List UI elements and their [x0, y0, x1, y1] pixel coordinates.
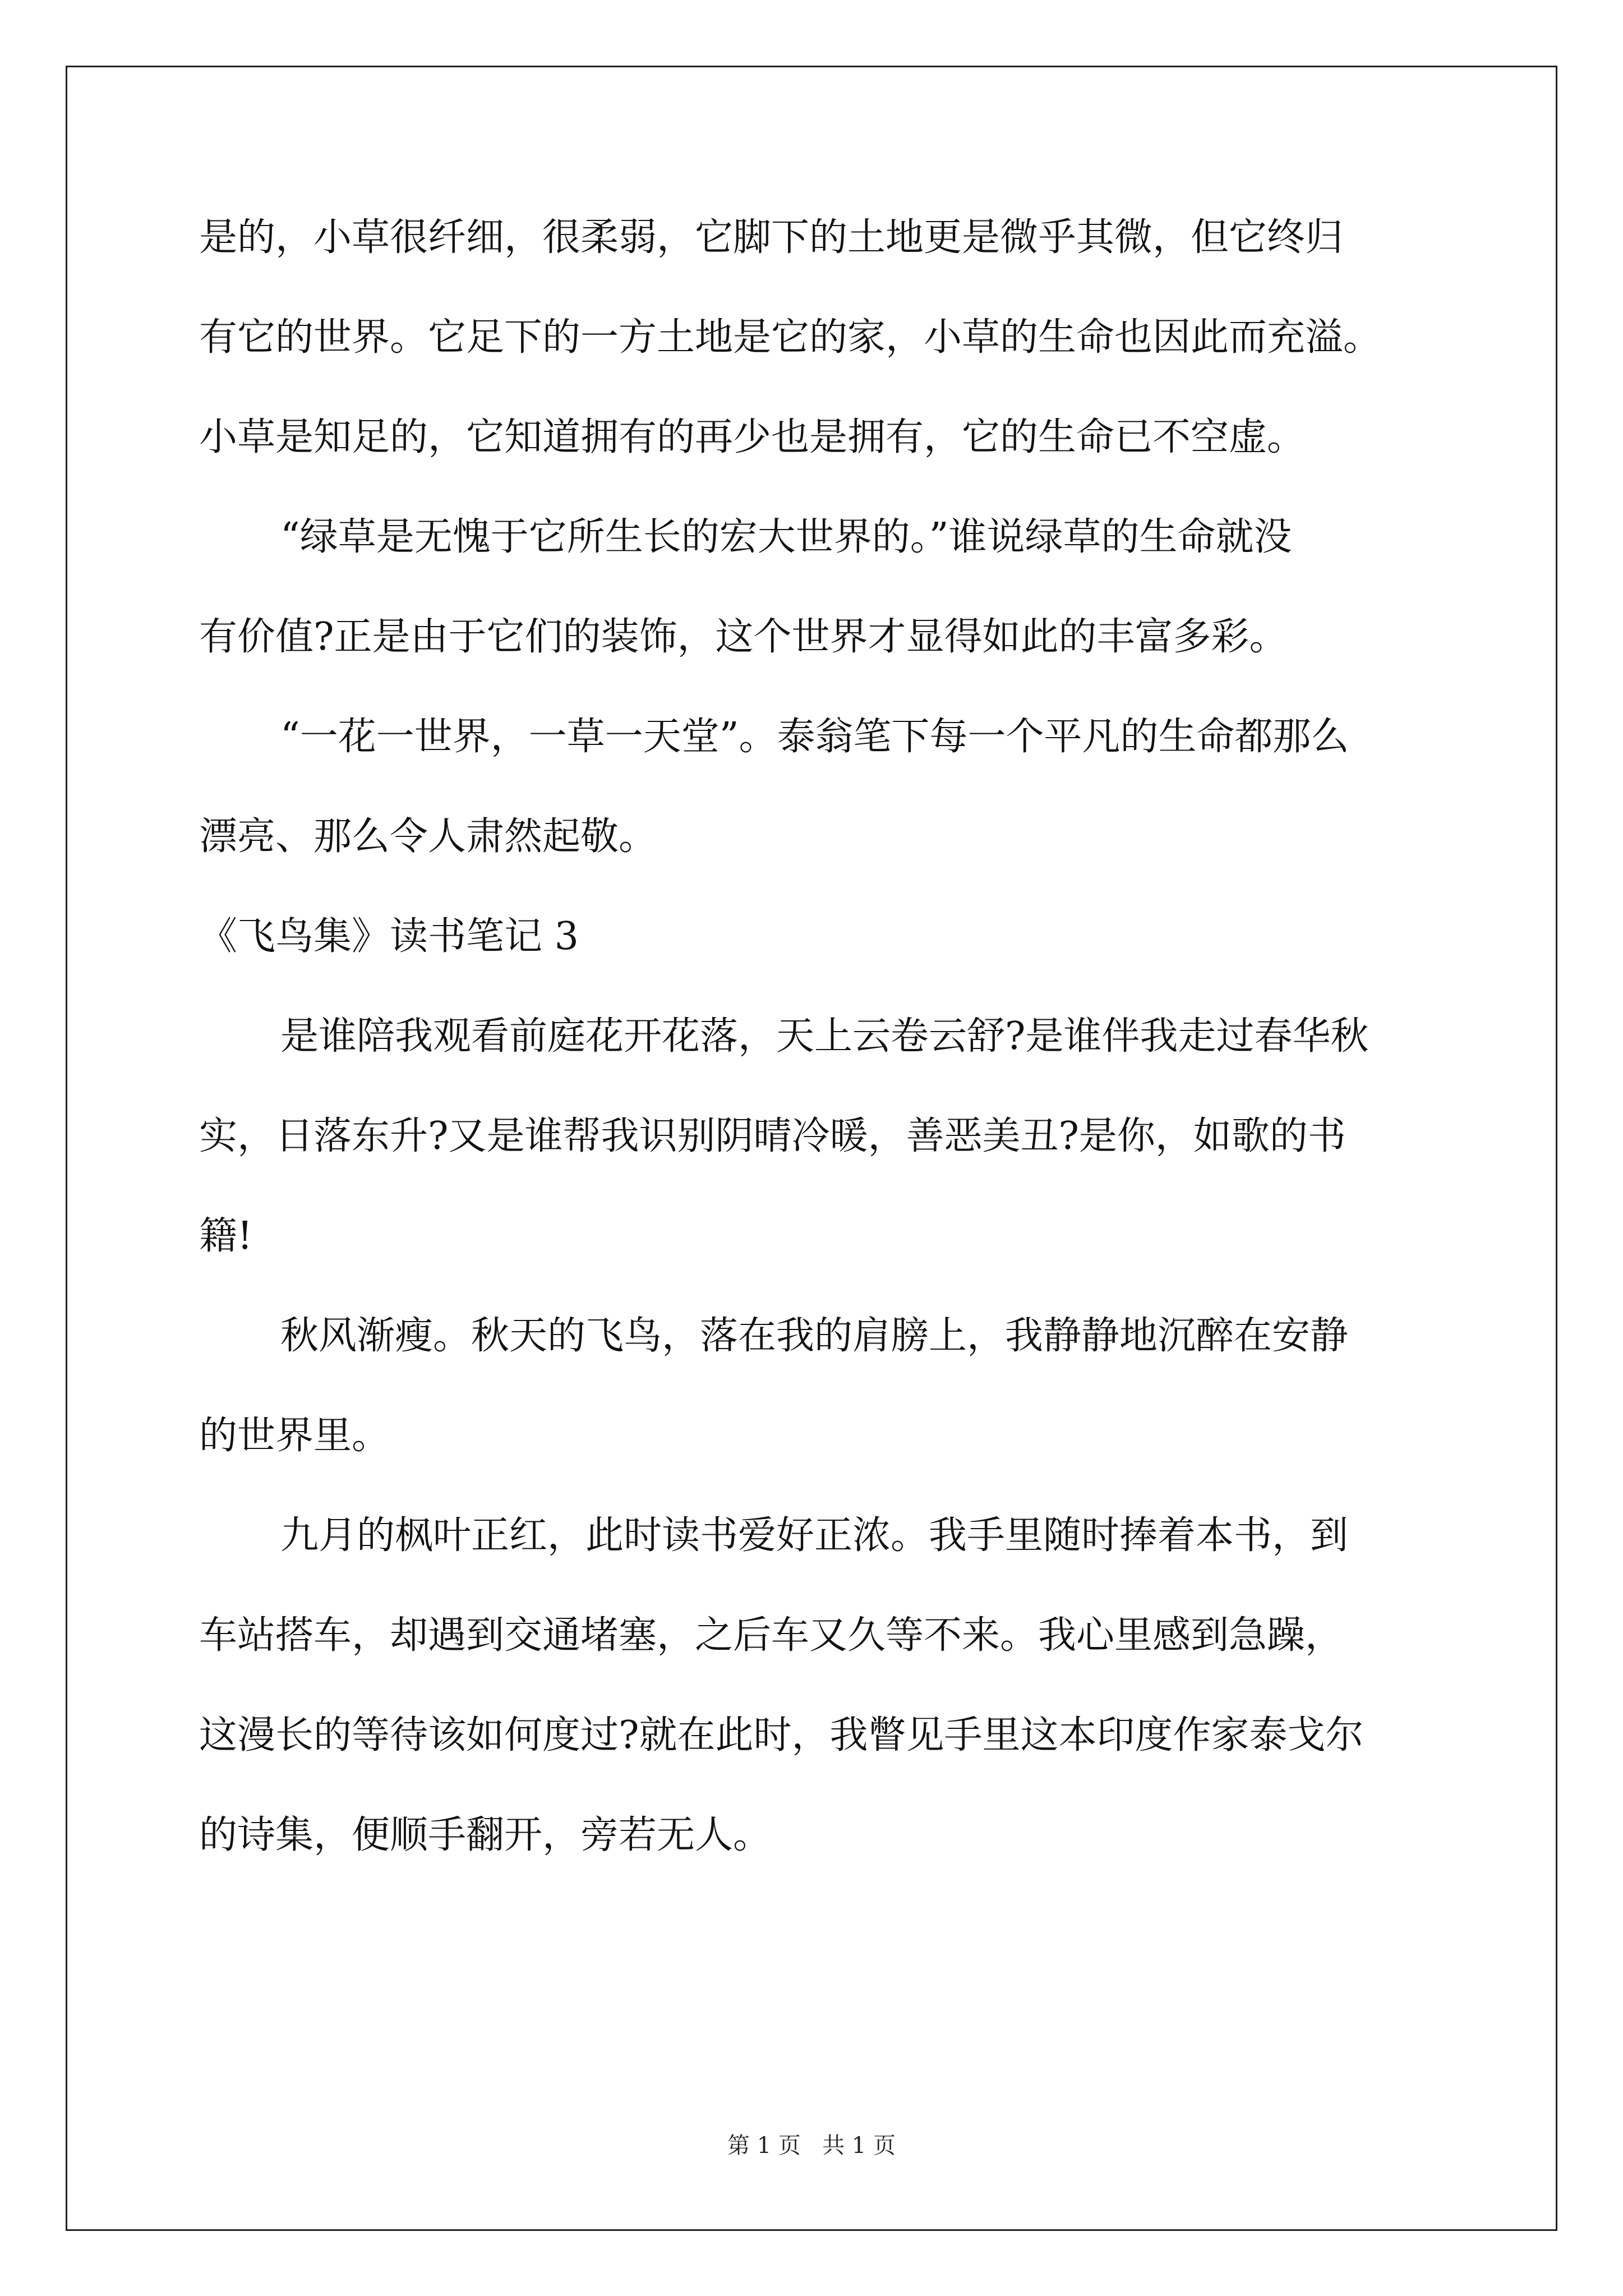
paragraph-3	[199, 712, 1433, 862]
text-line: 的诗集，便顺手翻开，旁若无人。	[199, 1813, 772, 1857]
text-line: 车站搭车，却遇到交通堵塞，之后车又久等不来。我心里感到急躁，	[199, 1613, 1344, 1658]
text-line: 实，日落东升?又是谁帮我识别阴晴冷暖，善恶美丑?是你，如歌的书	[199, 1114, 1346, 1158]
text-line: “绿草是无愧于它所生长的宏大世界的。”谁说绿草的生命就没	[280, 515, 1292, 559]
page-footer: 第 1 页 共 1 页	[727, 2133, 896, 2159]
section-heading	[199, 912, 1433, 961]
text-line: 有它的世界。它足下的一方土地是它的家，小草的生命也因此而充溢。	[199, 315, 1382, 360]
paragraph-2	[199, 513, 1433, 662]
paragraph-1	[199, 213, 1433, 462]
text-line: 是谁陪我观看前庭花开花落，天上云卷云舒?是谁伴我走过春华秋	[280, 1014, 1369, 1059]
heading-line: 《飞鸟集》读书笔记 3	[199, 914, 579, 959]
paragraph-5	[199, 1312, 1433, 1461]
paragraph-6	[199, 1511, 1433, 1860]
paragraph-4	[199, 1012, 1433, 1261]
text-line: 漂亮、那么令人肃然起敬。	[199, 815, 657, 859]
text-line: “一花一世界，一草一天堂”。泰翁笔下每一个平凡的生命都那么	[280, 715, 1349, 759]
document-body	[199, 213, 1433, 1860]
text-line: 的世界里。	[199, 1414, 390, 1458]
text-line: 秋风渐瘦。秋天的飞鸟，落在我的肩膀上，我静静地沉醉在安静	[280, 1314, 1349, 1358]
text-line: 有价值?正是由于它们的装饰，这个世界才显得如此的丰富多彩。	[199, 615, 1288, 659]
text-line: 籍!	[199, 1214, 253, 1258]
text-line: 是的，小草很纤细，很柔弱，它脚下的土地更是微乎其微，但它终归	[199, 215, 1344, 260]
text-line: 这漫长的等待该如何度过?就在此时，我瞥见手里这本印度作家泰戈尔	[199, 1713, 1364, 1757]
text-line: 九月的枫叶正红，此时读书爱好正浓。我手里随时捧着本书，到	[280, 1513, 1349, 1558]
text-line: 小草是知足的，它知道拥有的再少也是拥有，它的生命已不空虚。	[199, 415, 1306, 459]
